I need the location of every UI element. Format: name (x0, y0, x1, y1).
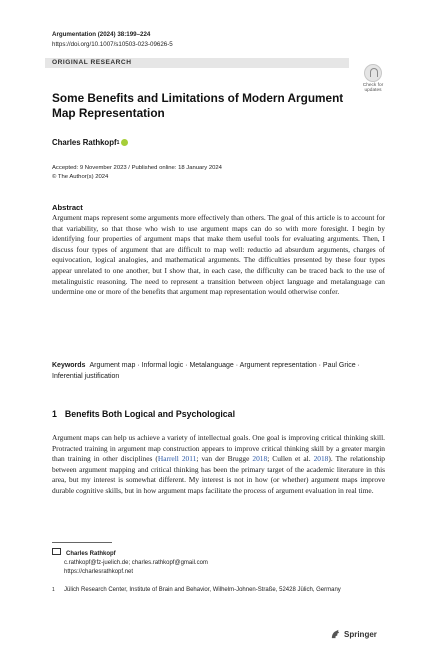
abstract-text: Argument maps represent some arguments more effectively than others. The goal of this article is to account for that variability, so that those who wish to use argument maps can do so with more foresight. I begin by identifying four properties of argument maps that make them useful tools for evaluating arguments. Then, I discuss four types of argument that are difficult to map well: reductio ad absurdum arguments, charges of equivocation, logical analogies, and mathematical arguments. The difficulties presented by these four types appear unrelated to one another, but I show that, in each case, the difficulty can be traced back to the use of metalinguistic reasoning. The need to represent a transition between object language and metalanguage can undermine one or more of the benefits that argument map representation would otherwise confer. (52, 213, 385, 297)
body-paragraph (52, 433, 385, 497)
section-heading (52, 409, 235, 419)
keywords (52, 361, 385, 382)
section-label: ORIGINAL RESEARCH (52, 59, 132, 66)
keywords-list: Argument map · Informal logic · Metalanguage · Argument representation · Paul Grice · Inferential justification (52, 362, 360, 380)
contact-website[interactable]: https://charlesrathkopf.net (64, 569, 134, 575)
contact-name: Charles Rathkopf (66, 551, 116, 557)
body-text-2: ; van der Brugge (196, 454, 253, 464)
contact-email[interactable]: c.rathkopf@fz-juelich.de; charles.rathkopf@gmail.com (64, 560, 208, 566)
author-name[interactable]: Charles Rathkopf (52, 138, 117, 147)
orcid-icon[interactable] (121, 139, 128, 146)
publisher-logo (330, 629, 377, 640)
author-affil-sup: 1 (116, 139, 120, 146)
body-text-1: Argument maps can help us achieve a variety of intellectual goals. One goal is improving critical thinking skill. Protracted training in argument map construction appears to improve critical thinking skill by a greater margin than training in other disciplines ( (52, 433, 385, 464)
article-title: Some Benefits and Limitations of Modern Argument Map Representation (52, 91, 344, 120)
citation-cullen[interactable]: 2018 (313, 454, 329, 464)
doi-link[interactable]: https://doi.org/10.1007/s10503-023-09626-5 (52, 41, 173, 48)
abstract-heading: Abstract (52, 203, 83, 212)
journal-citation: Argumentation (2024) 38:199–224 (52, 31, 151, 38)
citation-harrell[interactable]: Harrell 2011 (157, 454, 197, 464)
springer-horse-icon (330, 629, 341, 640)
bookmark-icon (364, 64, 382, 82)
affiliation-sup: 1 (52, 587, 55, 593)
publisher-name: Springer (344, 630, 377, 639)
dates-line: Accepted: 9 November 2023 / Published online: 18 January 2024 (52, 165, 222, 171)
author-line (52, 138, 128, 147)
check-for-updates-badge[interactable] (360, 64, 386, 96)
publication-dates (52, 164, 222, 182)
section-title: Benefits Both Logical and Psychological (64, 409, 236, 419)
affiliation (52, 586, 344, 595)
body-text-3: ; Cullen et al. (267, 454, 314, 464)
section-number: 1 (52, 409, 57, 419)
badge-text (360, 83, 386, 94)
envelope-icon (52, 548, 61, 555)
contact-block (52, 548, 208, 577)
citation-van-der-brugge[interactable]: 2018 (252, 454, 268, 464)
keywords-label: Keywords (52, 362, 86, 369)
copyright-line: © The Author(s) 2024 (52, 174, 109, 180)
footnote-rule (52, 542, 112, 543)
body-text-4: ). The relationship between argument mapping and critical thinking has been the primary target of the academic literature in this area, but my interest is somewhat different. My interest is not in how (or whether) argument maps improve durable cognitive skills, but in how argument maps facilitate the process of argument evaluation in real time. (52, 454, 385, 495)
affiliation-text: Jülich Research Center, Institute of Brain and Behavior, Wilhelm-Johnen-Straße, 52428 Jülich, Germany (64, 587, 341, 593)
badge-line2: updates (364, 88, 382, 94)
badge-line1: Check for (362, 83, 384, 88)
